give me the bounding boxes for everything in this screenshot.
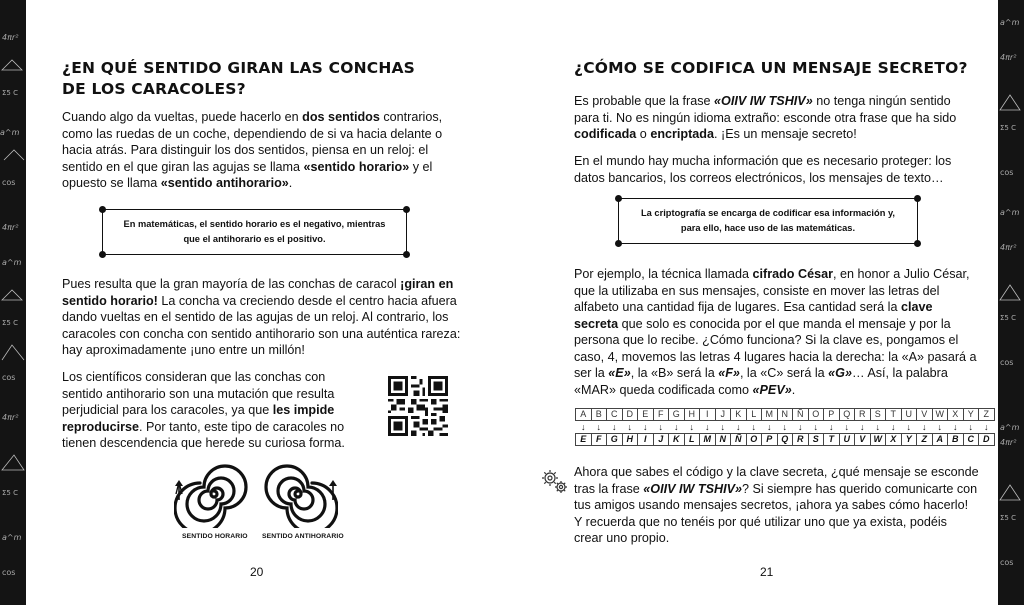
cipher-coded-letter: H bbox=[622, 433, 639, 446]
svg-text:Σ5 C: Σ5 C bbox=[2, 319, 18, 327]
caesar-cipher-table bbox=[575, 408, 994, 446]
spiral-icon-counterclockwise bbox=[262, 460, 338, 528]
cipher-coded-letter: E bbox=[575, 433, 592, 446]
svg-text:a^m: a^m bbox=[1000, 18, 1020, 27]
svg-text:a^m: a^m bbox=[1000, 208, 1020, 217]
cipher-plain-letter: D bbox=[622, 408, 639, 421]
svg-text:cos: cos bbox=[2, 373, 16, 382]
cipher-plain-letter: H bbox=[684, 408, 701, 421]
cipher-plain-letter: I bbox=[699, 408, 716, 421]
cipher-coded-letter: A bbox=[932, 433, 949, 446]
cipher-coded-letter: J bbox=[653, 433, 670, 446]
cipher-plain-letter: O bbox=[808, 408, 825, 421]
cipher-coded-letter: P bbox=[761, 433, 778, 446]
cipher-plain-letter: G bbox=[668, 408, 685, 421]
arrow-down-icon: ↓ bbox=[953, 422, 958, 432]
cipher-plain-letter: L bbox=[746, 408, 763, 421]
arrow-down-icon: ↓ bbox=[581, 422, 586, 432]
page-number-left: 20 bbox=[250, 565, 264, 579]
right-paragraph-3: Por ejemplo, la técnica llamada cifrado César, en honor a Julio César, que la utilizaba en sus mensajes, consiste en mover las letras del alfabeto una cantidad fija de lugares. Esa cantidad será la clave secreta que solo es conocida por el que manda el mensaje y por la persona que lo recibe. ¿Cómo funciona? Si la clave es, pongamos el caso, 4, movemos las letras 4 lugares hacia la derecha: la «A» pasará a ser la «E», la «B» será la «F», la «C» será la «G»… Así, la palabra «MAR» queda codificada como «PEV». bbox=[574, 267, 977, 397]
left-paragraph-3: Los científicos consideran que las conchas con sentido antihorario son una mutación que resulta perjudicial para los caracoles, ya que les impide reproducirse. Por tanto, este tipo de caracoles no tienen descendencia que herede su curiosa forma. bbox=[62, 370, 345, 450]
svg-text:4πr²: 4πr² bbox=[1000, 243, 1017, 252]
cipher-coded-letter: F bbox=[591, 433, 608, 446]
svg-text:4πr²: 4πr² bbox=[2, 413, 19, 422]
cipher-plain-letter: K bbox=[730, 408, 747, 421]
arrow-down-icon: ↓ bbox=[627, 422, 632, 432]
cipher-plain-letter: N bbox=[777, 408, 794, 421]
cipher-coded-letter: R bbox=[792, 433, 809, 446]
svg-text:a^m: a^m bbox=[0, 128, 20, 137]
right-paragraph-1: Es probable que la frase «OIIV IW TSHIV» no tenga ningún sentido para ti. No es ningún idioma extraño: esconde otra frase que ha sido codificada o encriptada. ¡Es un mensaje secreto! bbox=[574, 94, 957, 141]
cipher-coded-letter: Q bbox=[777, 433, 794, 446]
svg-text:Σ5 C: Σ5 C bbox=[2, 489, 18, 497]
cipher-arrows-row bbox=[575, 421, 994, 433]
arrow-down-icon: ↓ bbox=[844, 422, 849, 432]
cipher-coded-letter: C bbox=[963, 433, 980, 446]
svg-text:cos: cos bbox=[1000, 358, 1014, 367]
cipher-plain-letter: C bbox=[606, 408, 623, 421]
cipher-coded-letter: V bbox=[854, 433, 871, 446]
left-callout-box bbox=[102, 209, 407, 255]
cipher-coded-letter: O bbox=[746, 433, 763, 446]
cipher-plain-letter: V bbox=[916, 408, 933, 421]
arrow-down-icon: ↓ bbox=[798, 422, 803, 432]
arrow-down-icon: ↓ bbox=[891, 422, 896, 432]
cipher-plain-letter: Ñ bbox=[792, 408, 809, 421]
arrow-down-icon: ↓ bbox=[658, 422, 663, 432]
cipher-coded-letter: K bbox=[668, 433, 685, 446]
svg-text:4πr²: 4πr² bbox=[1000, 53, 1017, 62]
spiral-icon-clockwise bbox=[174, 460, 250, 528]
arrow-down-icon: ↓ bbox=[705, 422, 710, 432]
cipher-plain-letter: W bbox=[932, 408, 949, 421]
page-number-right: 21 bbox=[760, 565, 774, 579]
svg-text:4πr²: 4πr² bbox=[1000, 438, 1017, 447]
right-callout-text: La criptografía se encarga de codificar esa información y, para ello, hace uso de las matemáticas. bbox=[640, 208, 896, 233]
svg-text:4πr²: 4πr² bbox=[2, 223, 19, 232]
svg-text:cos: cos bbox=[2, 568, 16, 577]
cipher-coded-letter: M bbox=[699, 433, 716, 446]
cipher-plain-letter: Y bbox=[963, 408, 980, 421]
cipher-coded-row bbox=[575, 433, 994, 446]
chalkboard-border-right bbox=[998, 0, 1024, 605]
arrow-down-icon: ↓ bbox=[813, 422, 818, 432]
cipher-plain-row bbox=[575, 408, 994, 421]
arrow-down-icon: ↓ bbox=[968, 422, 973, 432]
left-heading-line1: ¿EN QUÉ SENTIDO GIRAN LAS CONCHAS bbox=[62, 59, 416, 77]
svg-text:Σ5 C: Σ5 C bbox=[1000, 314, 1016, 322]
arrow-down-icon: ↓ bbox=[937, 422, 942, 432]
left-paragraph-2: Pues resulta que la gran mayoría de las conchas de caracol ¡giran en sentido horario! La concha va creciendo desde el centro hacia afuera dando vueltas en el sentido de las agujas de un reloj. Al contrario, los caracoles con concha con sentido antihorario son una auténtica rareza: hay aproximadamente ¡uno entre un millón! bbox=[62, 277, 461, 357]
cipher-plain-letter: Z bbox=[978, 408, 995, 421]
cipher-coded-letter: D bbox=[978, 433, 995, 446]
svg-text:4πr²: 4πr² bbox=[2, 33, 19, 42]
cipher-plain-letter: B bbox=[591, 408, 608, 421]
cipher-plain-letter: J bbox=[715, 408, 732, 421]
arrow-down-icon: ↓ bbox=[922, 422, 927, 432]
cipher-coded-letter: Ñ bbox=[730, 433, 747, 446]
qr-code-icon[interactable] bbox=[388, 376, 448, 436]
spiral-label-clockwise: SENTIDO HORARIO bbox=[182, 533, 248, 540]
arrow-down-icon: ↓ bbox=[720, 422, 725, 432]
cipher-plain-letter: Q bbox=[839, 408, 856, 421]
right-callout-box bbox=[618, 198, 918, 244]
cipher-plain-letter: F bbox=[653, 408, 670, 421]
cipher-coded-letter: Y bbox=[901, 433, 918, 446]
arrow-down-icon: ↓ bbox=[596, 422, 601, 432]
svg-text:cos: cos bbox=[1000, 558, 1014, 567]
cipher-plain-letter: E bbox=[637, 408, 654, 421]
right-heading: ¿CÓMO SE CODIFICA UN MENSAJE SECRETO? bbox=[574, 59, 968, 77]
cipher-plain-letter: U bbox=[901, 408, 918, 421]
svg-text:a^m: a^m bbox=[2, 533, 22, 542]
arrow-down-icon: ↓ bbox=[643, 422, 648, 432]
arrow-down-icon: ↓ bbox=[736, 422, 741, 432]
arrow-down-icon: ↓ bbox=[751, 422, 756, 432]
arrow-down-icon: ↓ bbox=[875, 422, 880, 432]
chalkboard-border-left bbox=[0, 0, 26, 605]
left-page bbox=[26, 0, 512, 605]
svg-text:cos: cos bbox=[1000, 168, 1014, 177]
cipher-coded-letter: L bbox=[684, 433, 701, 446]
spiral-label-counterclockwise: SENTIDO ANTIHORARIO bbox=[262, 533, 344, 540]
svg-text:Σ5 C: Σ5 C bbox=[1000, 514, 1016, 522]
cipher-plain-letter: P bbox=[823, 408, 840, 421]
arrow-down-icon: ↓ bbox=[984, 422, 989, 432]
cipher-plain-letter: S bbox=[870, 408, 887, 421]
svg-text:a^m: a^m bbox=[1000, 423, 1020, 432]
cipher-plain-letter: R bbox=[854, 408, 871, 421]
left-heading-line2: DE LOS CARACOLES? bbox=[62, 80, 246, 98]
left-heading bbox=[62, 58, 482, 100]
right-page bbox=[512, 0, 998, 605]
arrow-down-icon: ↓ bbox=[860, 422, 865, 432]
arrow-down-icon: ↓ bbox=[689, 422, 694, 432]
cipher-plain-letter: A bbox=[575, 408, 592, 421]
svg-text:Σ5 C: Σ5 C bbox=[2, 89, 18, 97]
cipher-coded-letter: N bbox=[715, 433, 732, 446]
arrow-down-icon: ↓ bbox=[612, 422, 617, 432]
left-callout-text: En matemáticas, el sentido horario es el negativo, mientras que el antihorario es el positivo. bbox=[123, 219, 386, 244]
cipher-coded-letter: X bbox=[885, 433, 902, 446]
cipher-plain-letter: T bbox=[885, 408, 902, 421]
right-paragraph-4: Ahora que sabes el código y la clave secreta, ¿qué mensaje se esconde tras la frase «OIIV IW TSHIV»? Si siempre has querido comunicarte con tus amigos usando mensajes secretos, ¡ahora ya sabes cómo hacerlo! Y recuerda que no tenéis por qué utilizar uno que ya exista, podéis crear uno propio. bbox=[574, 465, 979, 545]
cipher-coded-letter: U bbox=[839, 433, 856, 446]
gears-icon bbox=[540, 468, 570, 496]
arrow-down-icon: ↓ bbox=[782, 422, 787, 432]
arrow-down-icon: ↓ bbox=[674, 422, 679, 432]
svg-text:cos: cos bbox=[2, 178, 16, 187]
left-paragraph-1: Cuando algo da vueltas, puede hacerlo en dos sentidos contrarios, como las ruedas de un coche, dependiendo de si va hacia delante o hacia atrás. Para distinguir los dos sentidos, piensa en un reloj: el sentido en el que giran las agujas se llama «sentido horario» y el opuesto se llama «sentido antihorario». bbox=[62, 110, 443, 190]
svg-text:Σ5 C: Σ5 C bbox=[1000, 124, 1016, 132]
arrow-down-icon: ↓ bbox=[829, 422, 834, 432]
cipher-coded-letter: B bbox=[947, 433, 964, 446]
right-paragraph-2: En el mundo hay mucha información que es necesario proteger: los datos bancarios, los correos electrónicos, los mensajes de texto… bbox=[574, 154, 952, 185]
arrow-down-icon: ↓ bbox=[767, 422, 772, 432]
cipher-coded-letter: S bbox=[808, 433, 825, 446]
svg-text:a^m: a^m bbox=[2, 258, 22, 267]
cipher-coded-letter: Z bbox=[916, 433, 933, 446]
cipher-coded-letter: W bbox=[870, 433, 887, 446]
cipher-coded-letter: G bbox=[606, 433, 623, 446]
cipher-coded-letter: T bbox=[823, 433, 840, 446]
cipher-plain-letter: X bbox=[947, 408, 964, 421]
cipher-coded-letter: I bbox=[637, 433, 654, 446]
arrow-down-icon: ↓ bbox=[906, 422, 911, 432]
cipher-plain-letter: M bbox=[761, 408, 778, 421]
